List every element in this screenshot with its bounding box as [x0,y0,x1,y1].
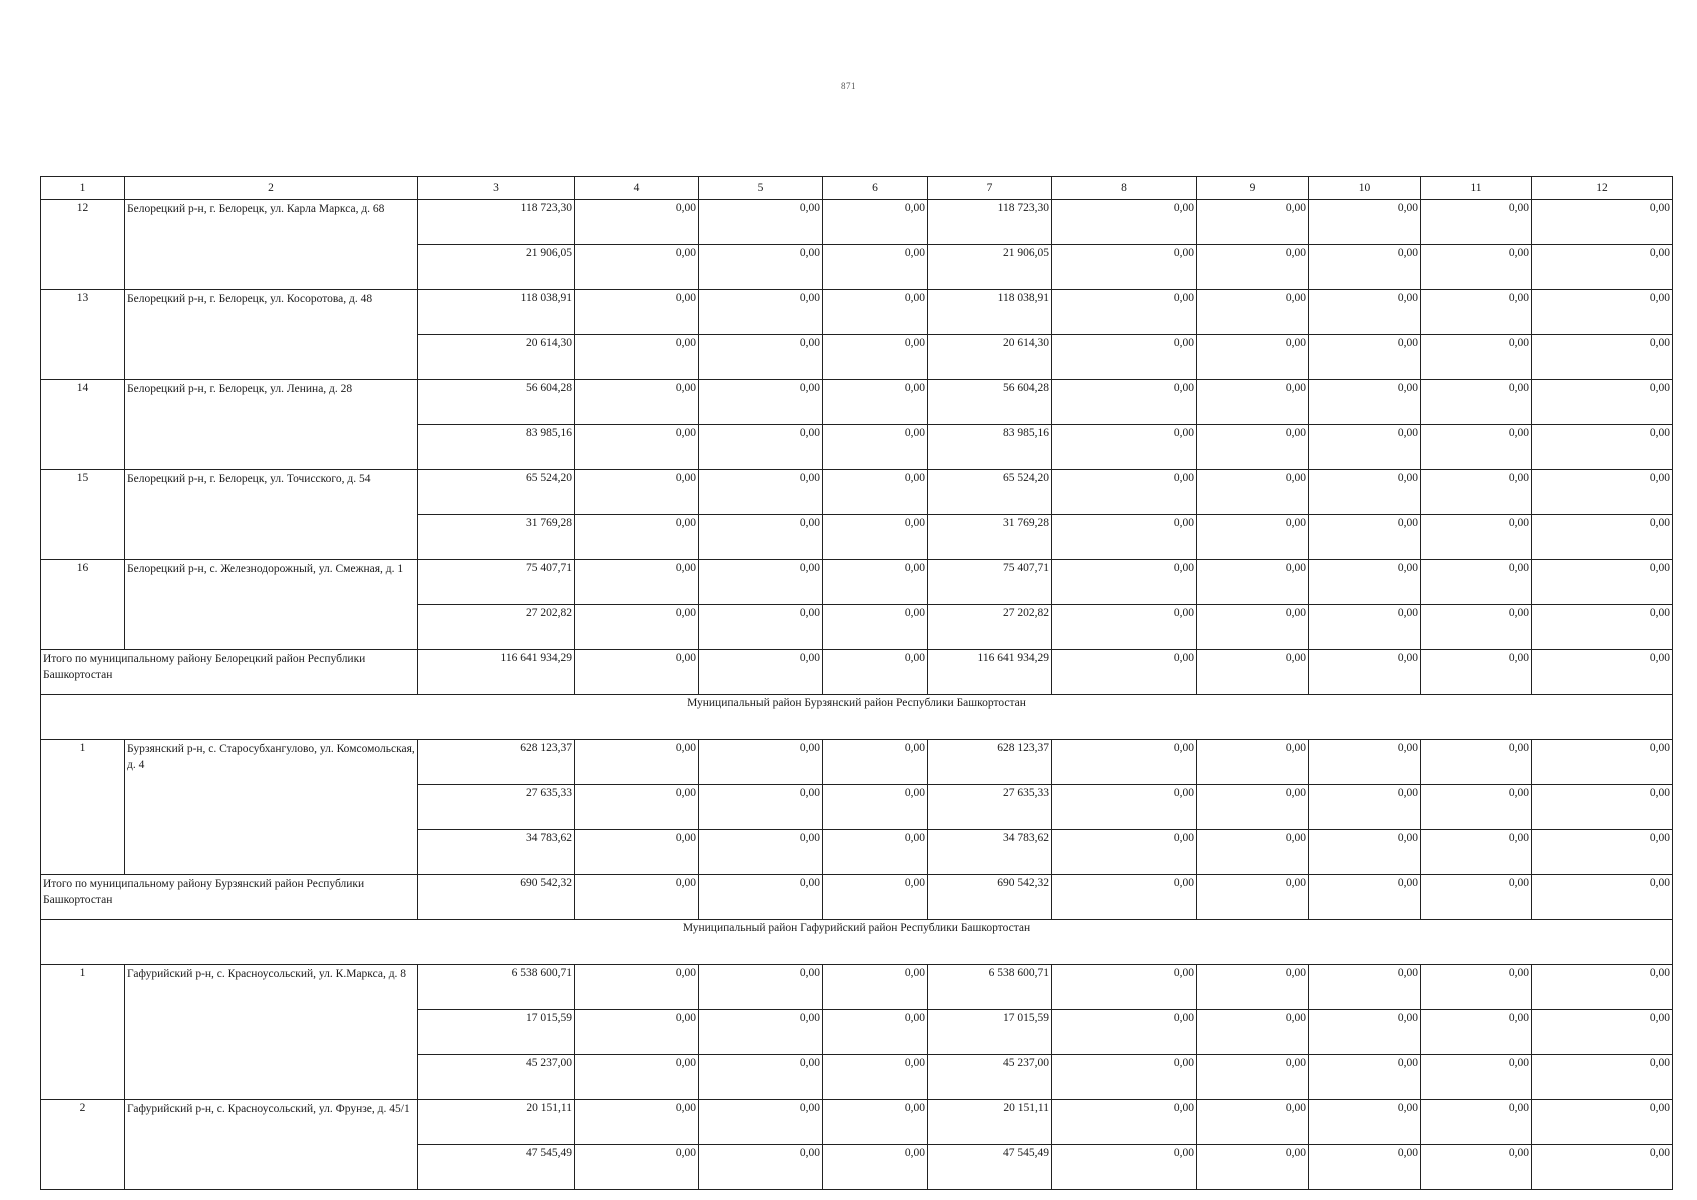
value-cell-col-7: 83 985,16 [928,425,1052,470]
value-cell-col-7: 118 038,91 [928,290,1052,335]
value-cell-col-11: 0,00 [1421,425,1532,470]
table-row [41,740,1673,785]
value-cell-col-5: 0,00 [699,785,823,830]
value-cell-col-12: 0,00 [1532,1100,1673,1145]
value-cell-col-7: 116 641 934,29 [928,650,1052,695]
value-cell-col-7: 75 407,71 [928,560,1052,605]
value-cell-col-7: 628 123,37 [928,740,1052,785]
value-cell-col-8: 0,00 [1052,290,1197,335]
value-cell-col-9: 0,00 [1197,245,1309,290]
value-cell-col-7: 690 542,32 [928,875,1052,920]
value-cell-col-12: 0,00 [1532,1145,1673,1190]
section-header-row [41,695,1673,740]
row-number: 13 [41,290,125,380]
section-header-row [41,920,1673,965]
value-cell-col-5: 0,00 [699,650,823,695]
value-cell-col-6: 0,00 [823,650,928,695]
value-cell-col-9: 0,00 [1197,1055,1309,1100]
value-cell-col-9: 0,00 [1197,335,1309,380]
value-cell-col-5: 0,00 [699,560,823,605]
value-cell-col-11: 0,00 [1421,290,1532,335]
value-cell-col-3: 6 538 600,71 [418,965,575,1010]
value-cell-col-3: 116 641 934,29 [418,650,575,695]
address-cell: Гафурийский р-н, с. Красноусольский, ул. Фрунзе, д. 45/1 [125,1100,418,1190]
value-cell-col-9: 0,00 [1197,1010,1309,1055]
total-row [41,875,1673,920]
address-cell: Белорецкий р-н, с. Железнодорожный, ул. Смежная, д. 1 [125,560,418,650]
value-cell-col-3: 31 769,28 [418,515,575,560]
value-cell-col-11: 0,00 [1421,965,1532,1010]
address-cell: Белорецкий р-н, г. Белорецк, ул. Точисского, д. 54 [125,470,418,560]
total-label: Итого по муниципальному району Белорецкий район Республики Башкортостан [41,650,418,695]
value-cell-col-8: 0,00 [1052,1010,1197,1055]
column-header-8: 8 [1052,177,1197,200]
value-cell-col-10: 0,00 [1309,785,1421,830]
value-cell-col-9: 0,00 [1197,605,1309,650]
value-cell-col-4: 0,00 [575,875,699,920]
value-cell-col-3: 628 123,37 [418,740,575,785]
value-cell-col-12: 0,00 [1532,875,1673,920]
value-cell-col-6: 0,00 [823,200,928,245]
value-cell-col-9: 0,00 [1197,380,1309,425]
column-header-9: 9 [1197,177,1309,200]
column-header-11: 11 [1421,177,1532,200]
value-cell-col-11: 0,00 [1421,875,1532,920]
value-cell-col-3: 17 015,59 [418,1010,575,1055]
value-cell-col-9: 0,00 [1197,785,1309,830]
total-row [41,650,1673,695]
value-cell-col-8: 0,00 [1052,515,1197,560]
value-cell-col-8: 0,00 [1052,965,1197,1010]
value-cell-col-11: 0,00 [1421,380,1532,425]
value-cell-col-5: 0,00 [699,470,823,515]
value-cell-col-4: 0,00 [575,740,699,785]
value-cell-col-5: 0,00 [699,245,823,290]
value-cell-col-12: 0,00 [1532,605,1673,650]
value-cell-col-3: 75 407,71 [418,560,575,605]
value-cell-col-6: 0,00 [823,785,928,830]
value-cell-col-10: 0,00 [1309,290,1421,335]
value-cell-col-3: 83 985,16 [418,425,575,470]
value-cell-col-7: 45 237,00 [928,1055,1052,1100]
value-cell-col-10: 0,00 [1309,515,1421,560]
value-cell-col-6: 0,00 [823,965,928,1010]
value-cell-col-7: 118 723,30 [928,200,1052,245]
value-cell-col-4: 0,00 [575,1145,699,1190]
value-cell-col-3: 45 237,00 [418,1055,575,1100]
value-cell-col-8: 0,00 [1052,605,1197,650]
value-cell-col-11: 0,00 [1421,335,1532,380]
column-header-5: 5 [699,177,823,200]
value-cell-col-6: 0,00 [823,470,928,515]
value-cell-col-3: 56 604,28 [418,380,575,425]
value-cell-col-4: 0,00 [575,1010,699,1055]
value-cell-col-4: 0,00 [575,335,699,380]
value-cell-col-5: 0,00 [699,1100,823,1145]
table-row [41,290,1673,335]
column-header-3: 3 [418,177,575,200]
value-cell-col-4: 0,00 [575,830,699,875]
value-cell-col-4: 0,00 [575,1100,699,1145]
value-cell-col-9: 0,00 [1197,875,1309,920]
value-cell-col-6: 0,00 [823,830,928,875]
value-cell-col-7: 17 015,59 [928,1010,1052,1055]
column-header-4: 4 [575,177,699,200]
address-cell: Белорецкий р-н, г. Белорецк, ул. Косоротова, д. 48 [125,290,418,380]
value-cell-col-12: 0,00 [1532,335,1673,380]
value-cell-col-4: 0,00 [575,785,699,830]
value-cell-col-11: 0,00 [1421,830,1532,875]
row-number: 2 [41,1100,125,1190]
value-cell-col-12: 0,00 [1532,200,1673,245]
value-cell-col-4: 0,00 [575,245,699,290]
value-cell-col-10: 0,00 [1309,425,1421,470]
data-table [40,176,1673,1190]
value-cell-col-12: 0,00 [1532,425,1673,470]
value-cell-col-10: 0,00 [1309,740,1421,785]
value-cell-col-4: 0,00 [575,470,699,515]
value-cell-col-8: 0,00 [1052,830,1197,875]
value-cell-col-11: 0,00 [1421,605,1532,650]
value-cell-col-10: 0,00 [1309,200,1421,245]
value-cell-col-12: 0,00 [1532,560,1673,605]
value-cell-col-4: 0,00 [575,425,699,470]
value-cell-col-4: 0,00 [575,200,699,245]
value-cell-col-3: 20 151,11 [418,1100,575,1145]
table-row [41,965,1673,1010]
value-cell-col-11: 0,00 [1421,515,1532,560]
value-cell-col-5: 0,00 [699,965,823,1010]
value-cell-col-6: 0,00 [823,1145,928,1190]
value-cell-col-10: 0,00 [1309,1010,1421,1055]
value-cell-col-10: 0,00 [1309,380,1421,425]
value-cell-col-3: 20 614,30 [418,335,575,380]
value-cell-col-3: 27 202,82 [418,605,575,650]
value-cell-col-4: 0,00 [575,965,699,1010]
value-cell-col-11: 0,00 [1421,650,1532,695]
value-cell-col-12: 0,00 [1532,290,1673,335]
value-cell-col-5: 0,00 [699,740,823,785]
value-cell-col-8: 0,00 [1052,335,1197,380]
value-cell-col-9: 0,00 [1197,740,1309,785]
value-cell-col-8: 0,00 [1052,650,1197,695]
value-cell-col-11: 0,00 [1421,470,1532,515]
value-cell-col-4: 0,00 [575,380,699,425]
value-cell-col-12: 0,00 [1532,380,1673,425]
value-cell-col-12: 0,00 [1532,785,1673,830]
table-row [41,1100,1673,1145]
value-cell-col-9: 0,00 [1197,650,1309,695]
value-cell-col-5: 0,00 [699,830,823,875]
value-cell-col-10: 0,00 [1309,470,1421,515]
value-cell-col-4: 0,00 [575,650,699,695]
value-cell-col-6: 0,00 [823,875,928,920]
value-cell-col-3: 690 542,32 [418,875,575,920]
value-cell-col-6: 0,00 [823,335,928,380]
value-cell-col-4: 0,00 [575,290,699,335]
value-cell-col-3: 27 635,33 [418,785,575,830]
value-cell-col-7: 20 614,30 [928,335,1052,380]
value-cell-col-7: 34 783,62 [928,830,1052,875]
value-cell-col-11: 0,00 [1421,1145,1532,1190]
value-cell-col-5: 0,00 [699,515,823,560]
address-cell: Гафурийский р-н, с. Красноусольский, ул. К.Маркса, д. 8 [125,965,418,1100]
value-cell-col-6: 0,00 [823,515,928,560]
table-row [41,380,1673,425]
row-number: 14 [41,380,125,470]
value-cell-col-11: 0,00 [1421,785,1532,830]
value-cell-col-12: 0,00 [1532,1010,1673,1055]
value-cell-col-11: 0,00 [1421,740,1532,785]
value-cell-col-10: 0,00 [1309,965,1421,1010]
value-cell-col-11: 0,00 [1421,1055,1532,1100]
value-cell-col-9: 0,00 [1197,1100,1309,1145]
column-header-1: 1 [41,177,125,200]
value-cell-col-7: 65 524,20 [928,470,1052,515]
value-cell-col-3: 65 524,20 [418,470,575,515]
value-cell-col-11: 0,00 [1421,560,1532,605]
value-cell-col-4: 0,00 [575,560,699,605]
total-label: Итого по муниципальному району Бурзянский район Республики Башкортостан [41,875,418,920]
value-cell-col-11: 0,00 [1421,200,1532,245]
value-cell-col-9: 0,00 [1197,830,1309,875]
value-cell-col-5: 0,00 [699,1010,823,1055]
value-cell-col-5: 0,00 [699,335,823,380]
value-cell-col-10: 0,00 [1309,830,1421,875]
value-cell-col-8: 0,00 [1052,785,1197,830]
table-row [41,200,1673,245]
value-cell-col-10: 0,00 [1309,560,1421,605]
value-cell-col-12: 0,00 [1532,650,1673,695]
value-cell-col-9: 0,00 [1197,515,1309,560]
value-cell-col-6: 0,00 [823,1010,928,1055]
value-cell-col-7: 31 769,28 [928,515,1052,560]
value-cell-col-4: 0,00 [575,515,699,560]
address-cell: Белорецкий р-н, г. Белорецк, ул. Карла Маркса, д. 68 [125,200,418,290]
value-cell-col-6: 0,00 [823,740,928,785]
value-cell-col-10: 0,00 [1309,1145,1421,1190]
value-cell-col-7: 47 545,49 [928,1145,1052,1190]
value-cell-col-7: 6 538 600,71 [928,965,1052,1010]
value-cell-col-8: 0,00 [1052,245,1197,290]
value-cell-col-6: 0,00 [823,290,928,335]
value-cell-col-6: 0,00 [823,425,928,470]
value-cell-col-3: 21 906,05 [418,245,575,290]
value-cell-col-8: 0,00 [1052,200,1197,245]
column-header-7: 7 [928,177,1052,200]
value-cell-col-11: 0,00 [1421,1100,1532,1145]
value-cell-col-7: 56 604,28 [928,380,1052,425]
address-cell: Белорецкий р-н, г. Белорецк, ул. Ленина, д. 28 [125,380,418,470]
column-header-6: 6 [823,177,928,200]
value-cell-col-10: 0,00 [1309,1055,1421,1100]
value-cell-col-10: 0,00 [1309,605,1421,650]
value-cell-col-4: 0,00 [575,605,699,650]
column-number-header-row [41,177,1673,200]
value-cell-col-9: 0,00 [1197,965,1309,1010]
value-cell-col-9: 0,00 [1197,290,1309,335]
column-header-10: 10 [1309,177,1421,200]
value-cell-col-6: 0,00 [823,380,928,425]
value-cell-col-7: 27 635,33 [928,785,1052,830]
value-cell-col-9: 0,00 [1197,200,1309,245]
value-cell-col-12: 0,00 [1532,1055,1673,1100]
row-number: 1 [41,965,125,1100]
value-cell-col-9: 0,00 [1197,1145,1309,1190]
table-row [41,560,1673,605]
value-cell-col-6: 0,00 [823,605,928,650]
value-cell-col-9: 0,00 [1197,560,1309,605]
value-cell-col-8: 0,00 [1052,1100,1197,1145]
section-title: Муниципальный район Гафурийский район Республики Башкортостан [41,920,1673,965]
value-cell-col-12: 0,00 [1532,515,1673,560]
value-cell-col-8: 0,00 [1052,1145,1197,1190]
value-cell-col-6: 0,00 [823,1055,928,1100]
value-cell-col-3: 118 723,30 [418,200,575,245]
value-cell-col-10: 0,00 [1309,335,1421,380]
address-cell: Бурзянский р-н, с. Старосубхангулово, ул. Комсомольская, д. 4 [125,740,418,875]
value-cell-col-8: 0,00 [1052,470,1197,515]
value-cell-col-12: 0,00 [1532,740,1673,785]
value-cell-col-11: 0,00 [1421,1010,1532,1055]
value-cell-col-7: 27 202,82 [928,605,1052,650]
value-cell-col-9: 0,00 [1197,425,1309,470]
value-cell-col-9: 0,00 [1197,470,1309,515]
section-title: Муниципальный район Бурзянский район Республики Башкортостан [41,695,1673,740]
column-header-2: 2 [125,177,418,200]
value-cell-col-12: 0,00 [1532,830,1673,875]
value-cell-col-8: 0,00 [1052,560,1197,605]
page-number: 871 [841,81,856,91]
table-row [41,470,1673,515]
value-cell-col-7: 20 151,11 [928,1100,1052,1145]
value-cell-col-11: 0,00 [1421,245,1532,290]
value-cell-col-5: 0,00 [699,425,823,470]
value-cell-col-12: 0,00 [1532,470,1673,515]
value-cell-col-12: 0,00 [1532,965,1673,1010]
table-body [41,177,1673,1190]
value-cell-col-6: 0,00 [823,1100,928,1145]
row-number: 15 [41,470,125,560]
value-cell-col-8: 0,00 [1052,1055,1197,1100]
value-cell-col-4: 0,00 [575,1055,699,1100]
row-number: 1 [41,740,125,875]
value-cell-col-8: 0,00 [1052,425,1197,470]
value-cell-col-10: 0,00 [1309,875,1421,920]
value-cell-col-5: 0,00 [699,1145,823,1190]
value-cell-col-10: 0,00 [1309,1100,1421,1145]
value-cell-col-5: 0,00 [699,875,823,920]
value-cell-col-5: 0,00 [699,290,823,335]
value-cell-col-5: 0,00 [699,200,823,245]
row-number: 12 [41,200,125,290]
value-cell-col-3: 34 783,62 [418,830,575,875]
value-cell-col-7: 21 906,05 [928,245,1052,290]
value-cell-col-6: 0,00 [823,560,928,605]
value-cell-col-5: 0,00 [699,1055,823,1100]
value-cell-col-12: 0,00 [1532,245,1673,290]
value-cell-col-10: 0,00 [1309,650,1421,695]
value-cell-col-10: 0,00 [1309,245,1421,290]
value-cell-col-8: 0,00 [1052,875,1197,920]
value-cell-col-8: 0,00 [1052,380,1197,425]
row-number: 16 [41,560,125,650]
column-header-12: 12 [1532,177,1673,200]
value-cell-col-3: 118 038,91 [418,290,575,335]
value-cell-col-5: 0,00 [699,605,823,650]
value-cell-col-6: 0,00 [823,245,928,290]
value-cell-col-3: 47 545,49 [418,1145,575,1190]
value-cell-col-8: 0,00 [1052,740,1197,785]
value-cell-col-5: 0,00 [699,380,823,425]
